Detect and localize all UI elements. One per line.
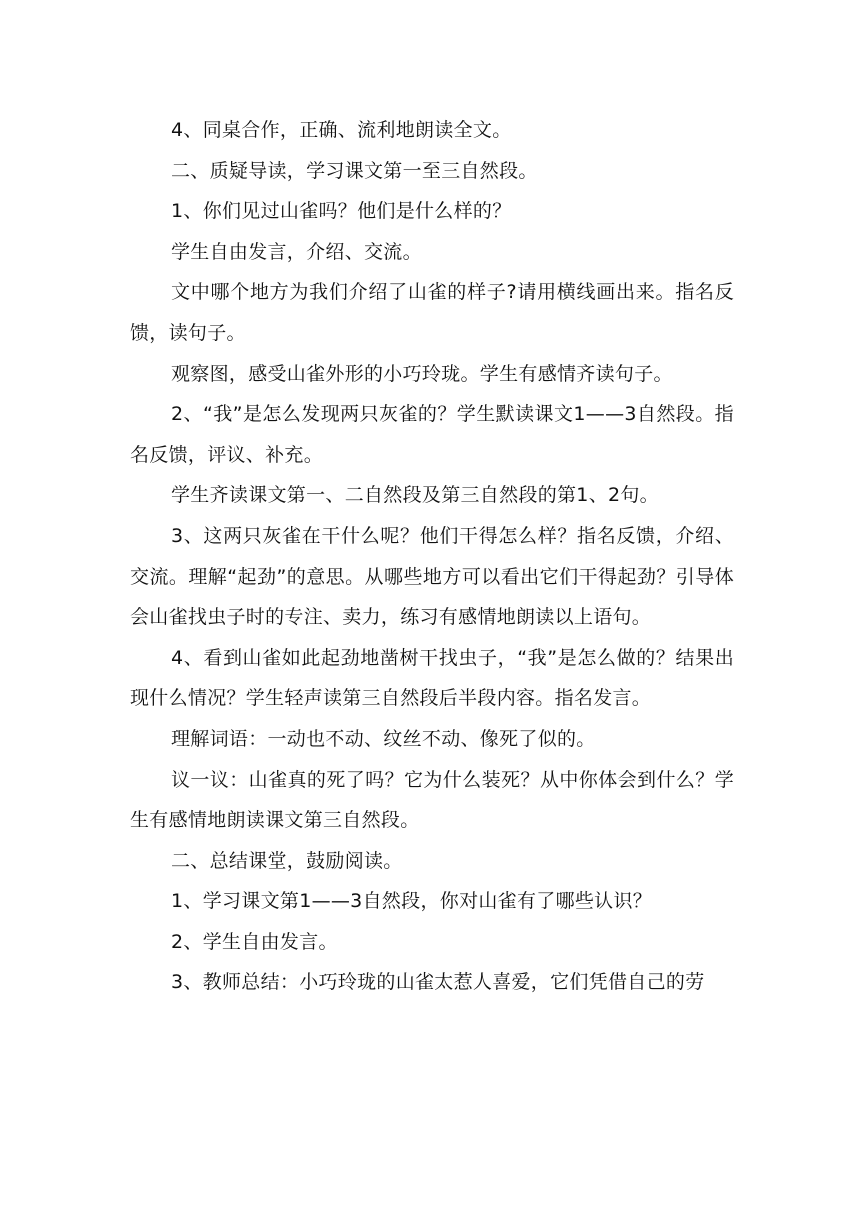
paragraph-summary-3: 3、教师总结：小巧玲珑的山雀太惹人喜爱，它们凭借自己的劳 <box>171 971 705 994</box>
paragraph-question-3: 3、这两只灰雀在干什么呢？他们干得怎么样？指名反馈，介绍、交流。理解“起劲”的意思。从哪些地方可以看出它们干得起劲？引导体会山雀找虫子时的专注、卖力，练习有感情地朗读以上语句。 <box>130 524 734 629</box>
paragraph-summary-1: 1、学习课文第1——3自然段，你对山雀有了哪些认识？ <box>171 890 653 913</box>
paragraph-find-description: 文中哪个地方为我们介绍了山雀的样子?请用横线画出来。指名反馈，读句子。 <box>130 281 734 344</box>
paragraph-observe-picture: 观察图，感受山雀外形的小巧玲珑。学生有感情齐读句子。 <box>171 362 673 385</box>
paragraph-read-together: 学生齐读课文第一、二自然段及第三自然段的第1、2句。 <box>171 484 659 507</box>
paragraph-question-2: 2、“我”是怎么发现两只灰雀的？学生默读课文1——3自然段。指名反馈，评议、补充。 <box>130 403 734 466</box>
paragraph-question-4: 4、看到山雀如此起劲地凿树干找虫子，“我”是怎么做的？结果出现什么情况？学生轻声读第三自然段后半段内容。指名发言。 <box>130 646 734 710</box>
paragraph-section-2-heading: 二、质疑导读，学习课文第一至三自然段。 <box>171 159 538 182</box>
paragraph-summary-heading: 二、总结课堂，鼓励阅读。 <box>171 849 403 872</box>
paragraph-summary-2: 2、学生自由发言。 <box>171 930 338 953</box>
paragraph-question-1: 1、你们见过山雀吗？他们是什么样的？ <box>171 200 512 223</box>
paragraph-student-discussion: 学生自由发言，介绍、交流。 <box>171 240 422 263</box>
paragraph-discussion: 议一议：山雀真的死了吗？它为什么装死？从中你体会到什么？学生有感情地朗读课文第三自然段。 <box>130 768 734 832</box>
paragraph-step-4-read-aloud: 4、同桌合作，正确、流利地朗读全文。 <box>171 119 512 141</box>
document-body <box>130 110 734 1003</box>
paragraph-vocabulary: 理解词语：一动也不动、纹丝不动、像死了似的。 <box>171 727 596 750</box>
